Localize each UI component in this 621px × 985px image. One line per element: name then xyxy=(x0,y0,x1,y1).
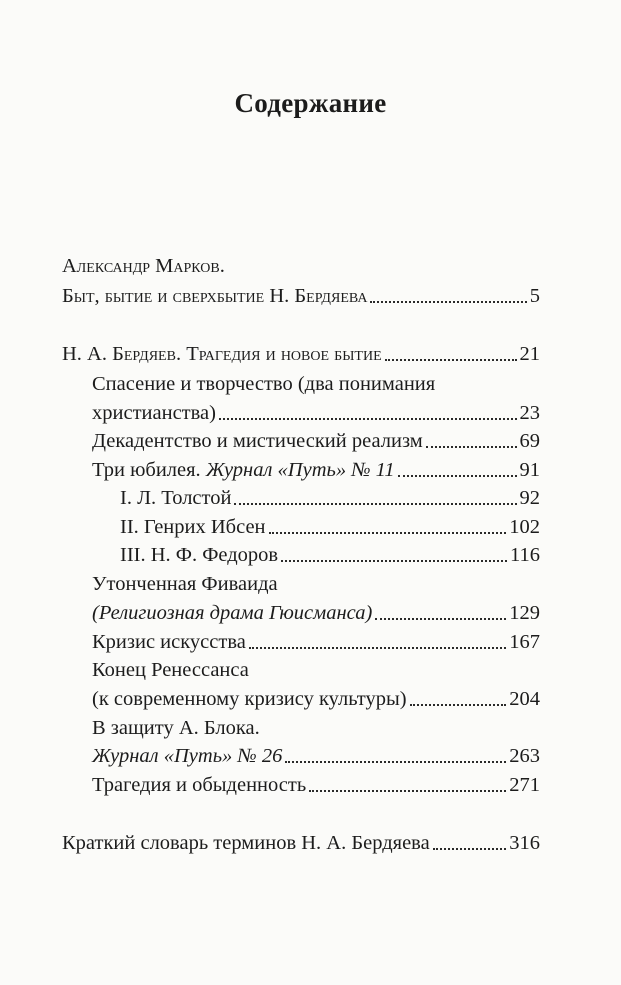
toc-entry-berdyaev-main xyxy=(62,340,540,368)
leader-dots xyxy=(234,503,516,505)
toc-entry-label: II. Генрих Ибсен xyxy=(120,516,266,538)
leader-dots xyxy=(426,446,517,448)
leader-dots xyxy=(370,301,526,303)
toc-entry-salvation-line2 xyxy=(92,399,540,427)
toc-entry-label: (к современному кризису культуры) xyxy=(92,688,407,710)
toc-entry-blok-line1 xyxy=(92,714,260,742)
toc-page-number: 167 xyxy=(509,631,540,653)
leader-dots xyxy=(398,475,517,477)
toc-entry-renaissance-line2 xyxy=(92,685,540,713)
leader-dots xyxy=(385,359,517,361)
leader-dots xyxy=(375,618,506,620)
toc-entry-label: Краткий словарь терминов Н. А. Бердяева xyxy=(62,832,430,854)
toc-entry-label: Кризис искусства xyxy=(92,631,246,653)
toc-entry-renaissance-line1 xyxy=(92,656,249,684)
toc-entry-thebaid-line1 xyxy=(92,570,278,598)
toc-entry-fedorov xyxy=(120,541,540,569)
toc-entry-label: В защиту А. Блока. xyxy=(92,717,260,739)
toc-entry-label: Александр Марков. xyxy=(62,255,225,277)
toc-entry-salvation-line1 xyxy=(92,370,435,398)
toc-page-number: 204 xyxy=(509,688,540,710)
leader-dots xyxy=(433,848,507,850)
leader-dots xyxy=(249,647,506,649)
toc-entry-three-jubilees xyxy=(92,456,540,484)
toc-entry-label: Три юбилея. Журнал «Путь» № 11 xyxy=(92,459,395,481)
toc-entry-ibsen xyxy=(120,513,540,541)
toc-entry-label: Быт, бытие и сверхбытие Н. Бердяева xyxy=(62,285,368,307)
toc-entry-label: Конец Ренессанса xyxy=(92,659,249,681)
leader-dots xyxy=(285,761,506,763)
toc-entry-label: Трагедия и обыденность xyxy=(92,774,307,796)
toc-page-number: 23 xyxy=(519,402,540,424)
toc-page-number: 92 xyxy=(519,487,540,509)
toc-entry-thebaid-line2 xyxy=(92,599,540,627)
leader-dots xyxy=(281,560,507,562)
toc-entry-label: I. Л. Толстой xyxy=(120,487,232,509)
toc-entry-glossary xyxy=(62,829,540,857)
toc-page-number: 263 xyxy=(509,745,540,767)
toc-page-number: 91 xyxy=(519,459,540,481)
toc-entry-label: (Религиозная драма Гюисманса) xyxy=(92,602,373,624)
toc-page-number: 129 xyxy=(509,602,540,624)
toc-entry-label: Утонченная Фиваида xyxy=(92,573,278,595)
toc-page-number: 69 xyxy=(519,430,540,452)
toc-page-number: 316 xyxy=(509,832,540,854)
toc-page-number: 102 xyxy=(509,516,540,538)
page-title: Содержание xyxy=(234,88,387,118)
toc-entry-label: Декадентство и мистический реализм xyxy=(92,430,423,452)
toc-entry-label: Журнал «Путь» № 26 xyxy=(92,745,283,767)
toc-page-number: 5 xyxy=(529,285,540,307)
leader-dots xyxy=(219,418,517,420)
toc-entry-tragedy-everyday xyxy=(92,771,540,799)
toc-page-number: 21 xyxy=(519,343,540,365)
leader-dots xyxy=(269,532,507,534)
toc-entry-tolstoy xyxy=(120,484,540,512)
toc-entry-label: Спасение и творчество (два понимания xyxy=(92,373,436,395)
toc-page-number: 271 xyxy=(509,774,540,796)
toc-entry-blok-line2 xyxy=(92,742,540,770)
toc-entry-label: Н. А. Бердяев. Трагедия и новое бытие xyxy=(62,343,382,365)
toc-entry-label: христианства) xyxy=(92,402,216,424)
toc-page-number: 116 xyxy=(510,544,540,566)
toc-entry-decadence xyxy=(92,427,540,455)
toc-entry-label: III. Н. Ф. Федоров xyxy=(120,544,279,566)
leader-dots xyxy=(410,704,507,706)
toc-entry-crisis-art xyxy=(92,628,540,656)
toc-entry-author-markov xyxy=(62,252,225,280)
leader-dots xyxy=(309,790,506,792)
toc-entry-markov-essay xyxy=(62,282,540,310)
